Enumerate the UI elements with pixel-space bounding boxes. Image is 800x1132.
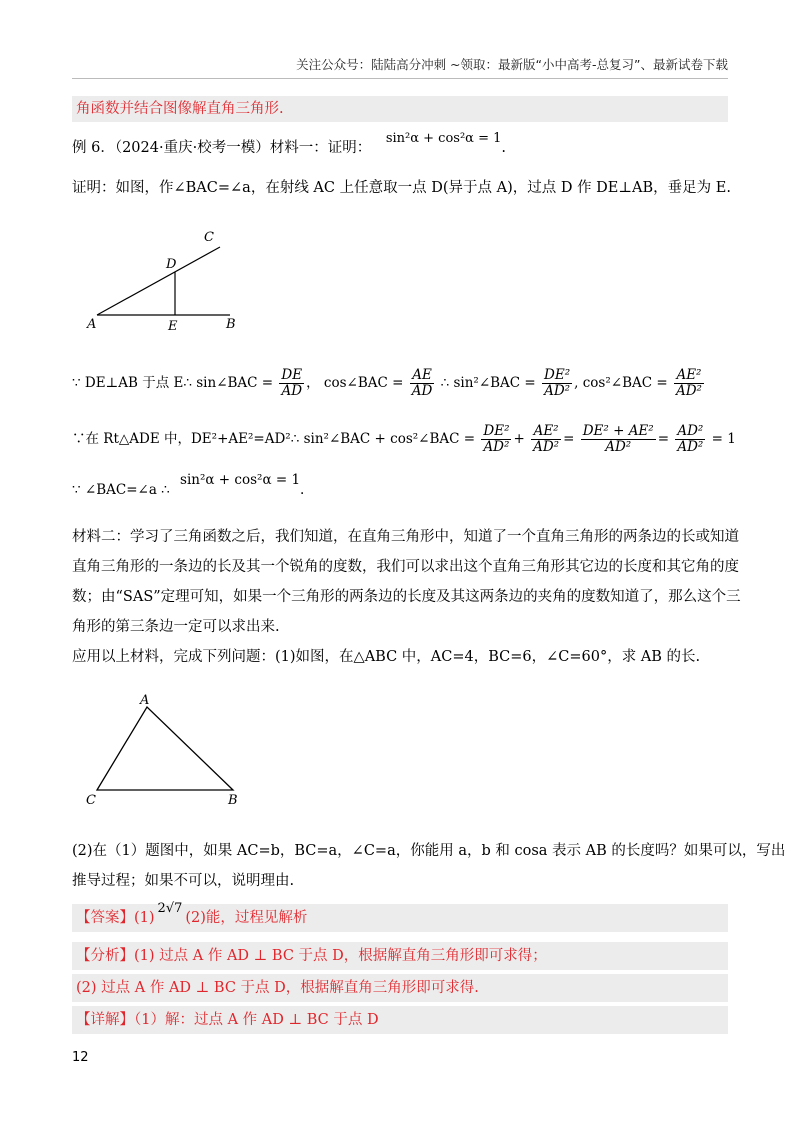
frac-sum: $\frac{\text{DE² + AE²}}{\text{AD²}}$	[582, 423, 654, 455]
detail-row: 【详解】（1）解：过点 A 作 AD ⊥ BC 于点 D	[72, 1006, 728, 1034]
identity-formula: sin²α + cos²α = 1	[385, 131, 502, 146]
label-a: A	[140, 693, 150, 708]
frac-ae-ad: $\frac{AE}{AD}$	[411, 367, 433, 399]
ray-ac	[97, 247, 220, 315]
example-label: 例 6．（2024·重庆·校考一模）材料一：证明：	[72, 140, 372, 156]
analysis-tag: 【分析】	[76, 948, 134, 964]
figure-triangle-abc	[80, 690, 250, 810]
page-header: 关注公众号：陆陆高分冲刺 ~领取：最新版“小中高考-总复习”、最新试卷下载	[296, 57, 728, 72]
figure-angle-bac	[80, 225, 240, 335]
label-b: B	[226, 317, 236, 332]
proof-intro: 证明：如图，作∠BAC=∠a，在射线 AC 上任意取一点 D(异于点 A)，过点 D 作 DE⊥AB，垂足为 E.	[72, 180, 731, 196]
label-e: E	[168, 319, 178, 334]
analysis-row-2: (2) 过点 A 作 AD ⊥ BC 于点 D，根据解直角三角形即可求得.	[72, 974, 728, 1002]
frac-ae2-ad2: $\frac{\text{AE²}}{\text{AD²}}$	[675, 367, 702, 399]
frac-de-ad: $\frac{DE}{AD}$	[281, 367, 303, 399]
answer-tag: 【答案】	[76, 910, 134, 926]
proof-line-1: ∵ DE⊥AB 于点 E∴ sin∠BAC = $\frac{DE}{AD}$ ， cos∠BAC = $\frac{AE}{AD}$ ∴ sin²∠BAC = $\frac{\text{DE²}}{\text{AD²}}$ , cos²∠BAC = $\frac{\text{AE²}}{\text{AD²}}$	[72, 367, 702, 399]
question-two: (2)在（1）题图中，如果 AC=b，BC=a，∠C=a，你能用 a，b 和 cosa 表示 AB 的长度吗？如果可以，写出 推导过程；如果不可以，说明理由.	[72, 843, 786, 889]
frac-de2-ad2: $\frac{\text{DE²}}{\text{AD²}}$	[544, 367, 571, 399]
proof-line-2: ∵在 Rt△ADE 中，DE²+AE²=AD²∴ sin²∠BAC + cos²∠BAC = $\frac{\text{DE²}}{\text{AD²}}$ + $\frac{\text{AE²}}{\text{AD²}}$ = $\frac{\text{DE² + AE²}}{\text{AD²}}$ = $\frac{\text{AD²}}{\text{AD²}}$ = 1	[72, 423, 736, 455]
label-b: B	[228, 793, 238, 808]
detail-tag: 【详解】	[76, 1012, 134, 1028]
proof-line-3: ∵ ∠BAC=∠a ∴ sin²α + cos²α = 1.	[72, 472, 305, 498]
material-two: 材料二：学习了三角函数之后，我们知道，在直角三角形中，知道了一个直角三角形的两条边的长或知道 直角三角形的一条边的长及其一个锐角的度数，我们可以求出这个直角三角形其它边的长度和其它角的度 数；由“SAS”定理可知，如果一个三角形的两条边的长度及其这两条边的夹角的度数知道了，那么这个三 角形的第三条边一定可以求出来. 应用以上材料，完成下列问题：(1)如图，在△ABC 中，AC=4，BC=6，∠C=60°，求 AB 的长.	[72, 522, 741, 672]
header-divider	[72, 78, 728, 79]
frac-ad2-ad2: $\frac{\text{AD²}}{\text{AD²}}$	[677, 423, 704, 455]
topic-line: 角函数并结合图像解直角三角形.	[72, 96, 728, 122]
triangle-abc	[97, 707, 233, 790]
label-a: A	[87, 317, 97, 332]
answer-row: 【答案】(1)2√7(2)能，过程见解析	[72, 904, 728, 932]
example-heading: 例 6．（2024·重庆·校考一模）材料一：证明： sin²α + cos²α = 1.	[72, 131, 506, 156]
label-d: D	[166, 257, 177, 272]
label-c: C	[204, 230, 214, 245]
page-number: 12	[72, 1050, 89, 1065]
question-one: 应用以上材料，完成下列问题：(1)如图，在△ABC 中，AC=4，BC=6，∠C=60°，求 AB 的长.	[72, 649, 701, 665]
label-c: C	[86, 793, 96, 808]
answer-value: 2√7	[157, 901, 183, 916]
analysis-row-1: 【分析】(1) 过点 A 作 AD ⊥ BC 于点 D，根据解直角三角形即可求得；	[72, 942, 728, 970]
